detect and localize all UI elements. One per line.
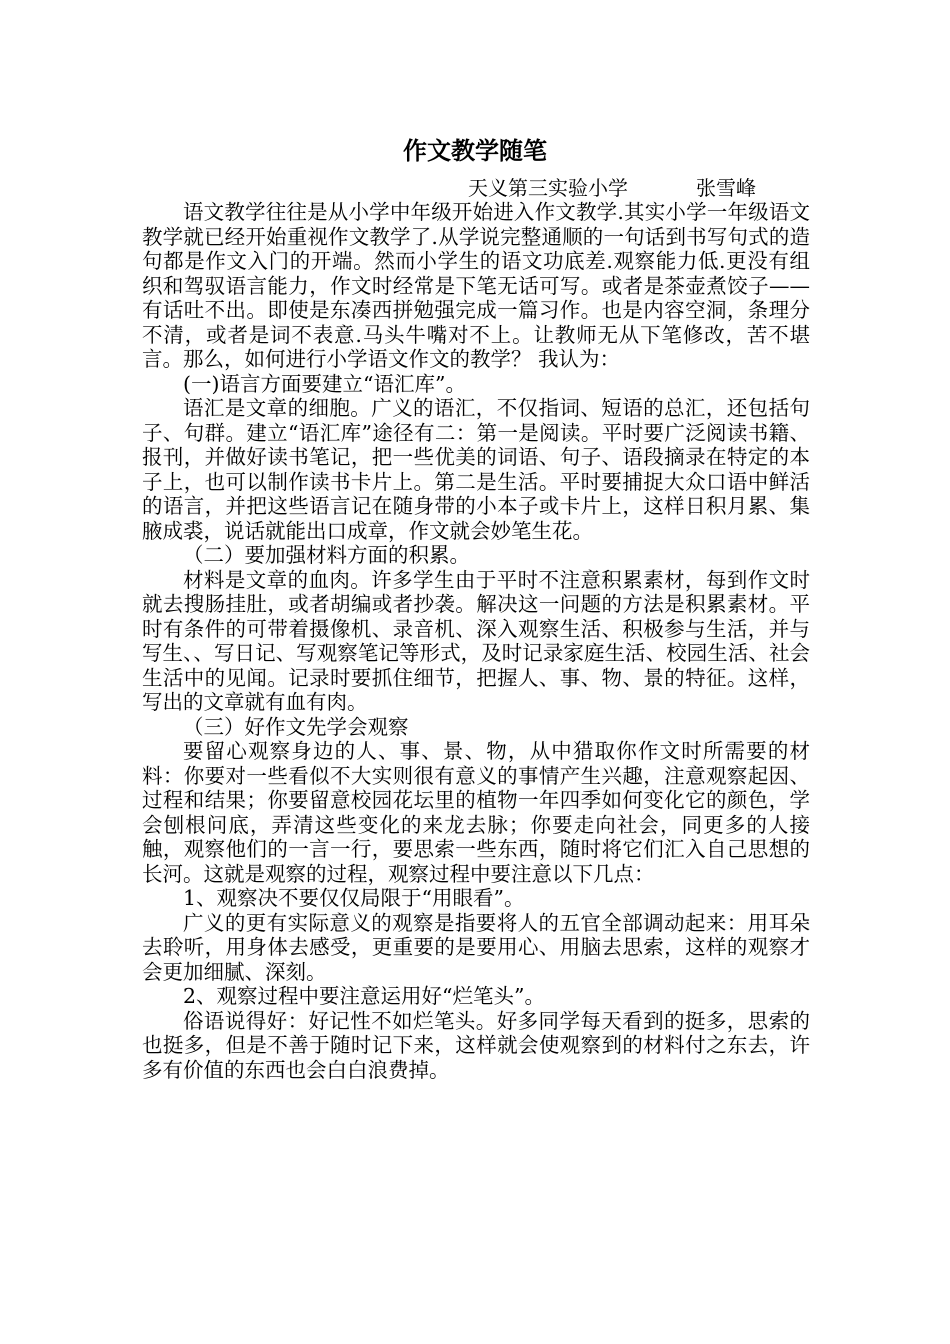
paragraph-point-2: 俗语说得好：好记性不如烂笔头。好多同学每天看到的挺多，思索的也挺多，但是不善于随时记下来，这样就会使观察到的材料付之东去，许多有价值的东西也会白白浪费掉。 xyxy=(142,1008,810,1082)
paragraph-intro: 语文教学往往是从小学中年级开始进入作文教学.其实小学一年级语文教学就已经开始重视作文教学了.从学说完整通顺的一句话到书写句式的造句都是作文入门的开端。然而小学生的语文功底差.观察能力低.更没有组织和驾驭语言能力，作文时经常是下笔无话可写。或者是茶壶煮饺子——有话吐不出。即使是东凑西拼勉强完成一篇习作。也是内容空洞，条理分不清，或者是词不表意.马头牛嘴对不上。让教师无从下笔修改，苦不堪言。那么，如何进行小学语文作文的教学？ 我认为： xyxy=(142,200,810,371)
heading-section-1: (一)语言方面要建立“语汇库”。 xyxy=(183,371,466,396)
byline xyxy=(468,176,756,200)
paragraph-point-1: 广义的更有实际意义的观察是指要将人的五官全部调动起来：用耳朵去聆听，用身体去感受，更重要的是要用心、用脑去思索，这样的观察才会更加细腻、深刻。 xyxy=(142,910,810,984)
paragraph-materials: 材料是文章的血肉。许多学生由于平时不注意积累素材，每到作文时就去搜肠挂肚，或者胡编或者抄袭。解决这一问题的方法是积累素材。平时有条件的可带着摄像机、录音机、深入观察生活、积极参与生活，并与写生、、写日记、写观察笔记等形式，及时记录家庭生活、校园生活、社会生活中的见闻。记录时要抓住细节，把握人、事、物、景的特征。这样，写出的文章就有血有肉。 xyxy=(142,567,810,714)
subheading-point-2: 2、观察过程中要注意运用好“烂笔头”。 xyxy=(183,984,546,1008)
subheading-point-1: 1、观察决不要仅仅局限于“用眼看”。 xyxy=(183,886,525,910)
paragraph-observation: 要留心观察身边的人、事、景、物，从中猎取你作文时所需要的材料：你要对一些看似不大实则很有意义的事情产生兴趣，注意观察起因、过程和结果；你要留意校园花坛里的植物一年四季如何变化它的颜色，学会刨根问底，弄清这些变化的来龙去脉；你要走向社会，同更多的人接触，观察他们的一言一行，要思索一些东西，随时将它们汇入自己思想的长河。这就是观察的过程，观察过程中要注意以下几点： xyxy=(142,739,810,886)
heading-section-3: （三）好作文先学会观察 xyxy=(183,714,409,739)
school-name: 天义第三实验小学 xyxy=(468,176,628,200)
paragraph-vocabulary: 语汇是文章的细胞。广义的语汇，不仅指词、短语的总汇，还包括句子、句群。建立“语汇库”途径有二：第一是阅读。平时要广泛阅读书籍、报刊，并做好读书笔记，把一些优美的词语、句子、语段摘录在特定的本子上，也可以制作读书卡片上。第二是生活。平时要捕捉大众口语中鲜活的语言，并把这些语言记在随身带的小本子或卡片上，这样日积月累、集腋成裘，说话就能出口成章，作文就会妙笔生花。 xyxy=(142,396,810,543)
heading-section-2: （二）要加强材料方面的积累。 xyxy=(183,543,470,567)
document-body xyxy=(142,200,810,1082)
author-name: 张雪峰 xyxy=(696,176,756,200)
document-title: 作文教学随笔 xyxy=(403,136,547,165)
